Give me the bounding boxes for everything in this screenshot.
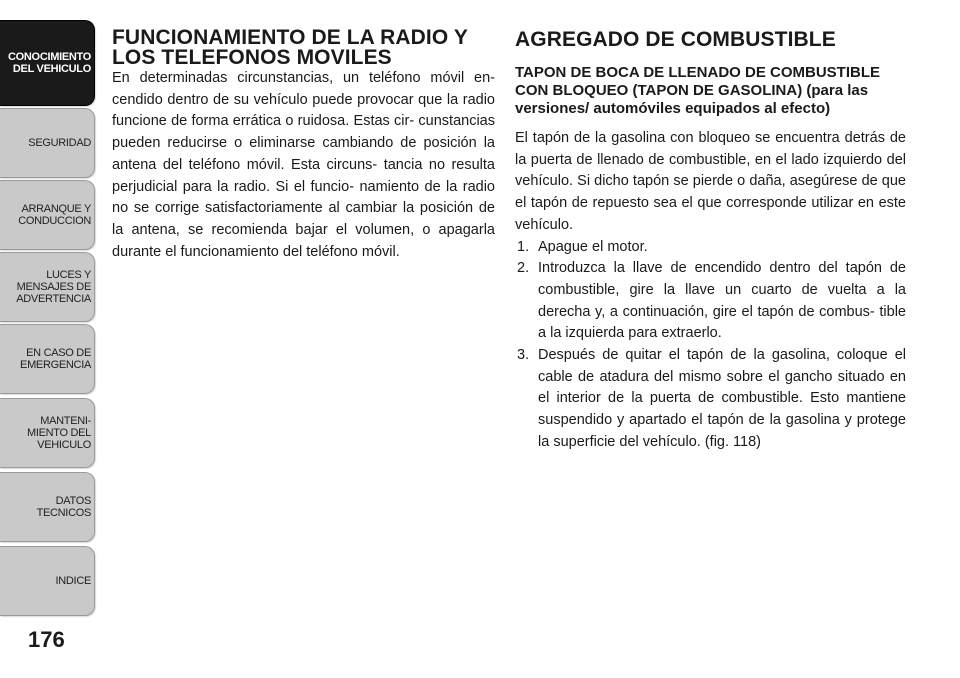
tab-luces-y-mensajes[interactable]	[0, 252, 95, 322]
tab-arranque-y-conduccion[interactable]	[0, 180, 95, 250]
tab-mantenimiento[interactable]	[0, 398, 95, 468]
step-number: 2.	[517, 260, 530, 277]
tab-label: DATOS TECNICOS	[36, 495, 91, 519]
heading-line-2: LOS TELEFONOS MOVILES	[112, 46, 392, 69]
chapter-tabs	[0, 0, 100, 678]
step-number: 3.	[517, 347, 530, 364]
step-text: Apague el motor.	[538, 238, 648, 255]
left-column	[112, 28, 495, 263]
tab-label: EN CASO DE EMERGENCIA	[20, 347, 91, 371]
tab-label: ARRANQUE Y CONDUCCION	[18, 203, 91, 227]
tab-conocimiento-del-vehiculo[interactable]	[0, 20, 95, 106]
section-heading-radio	[112, 28, 495, 68]
step-text: Introduzca la llave de encendido dentro del tapón de combustible, gire la llave un cuarto de vuelta a la derecha y, a continuación, gire el tapón de combus- tible a la izquierda para extraerlo.	[538, 260, 906, 342]
step-number: 1.	[517, 238, 530, 255]
heading-line-1: FUNCIONAMIENTO DE LA RADIO Y	[112, 26, 468, 49]
tab-datos-tecnicos[interactable]	[0, 472, 95, 542]
list-item	[515, 345, 906, 454]
fuel-steps-list	[515, 237, 906, 454]
tab-label: INDICE	[55, 575, 91, 587]
list-item	[515, 258, 906, 345]
fuel-cap-subheading: TAPON DE BOCA DE LLENADO DE COMBUSTIBLE CON BLOQUEO (TAPON DE GASOLINA) (para las versiones/ automóviles equipados al efecto)	[515, 64, 881, 117]
tab-indice[interactable]	[0, 546, 95, 616]
tab-en-caso-de-emergencia[interactable]	[0, 324, 95, 394]
list-item	[515, 237, 906, 259]
tab-seguridad[interactable]	[0, 108, 95, 178]
tab-label: CONOCIMIENTO DEL VEHICULO	[8, 51, 91, 75]
step-text: Después de quitar el tapón de la gasolina, coloque el cable de atadura del mismo sobre el gancho situado en el interior de la puerta de combustible. Esto mantiene suspendido y apartado el tapón de la gasolina y protege la superficie del vehículo. (fig. 118)	[538, 347, 906, 450]
fuel-cap-paragraph: El tapón de la gasolina con bloqueo se encuentra detrás de la puerta de llenado de combustible, en el lado izquierdo del vehículo. Si dicho tapón se pierde o daña, asegúrese de que el tapón de repuesto sea el que corresponde utilizar en este vehículo.	[515, 130, 906, 233]
tab-label: LUCES Y MENSAJES DE ADVERTENCIA	[16, 269, 91, 305]
section-heading-fuel: AGREGADO DE COMBUSTIBLE	[515, 28, 836, 51]
tab-label: MANTENI- MIENTO DEL VEHICULO	[26, 415, 91, 451]
tab-label: SEGURIDAD	[28, 137, 91, 149]
page-number: 176	[28, 627, 65, 652]
right-column	[515, 28, 906, 454]
radio-paragraph: En determinadas circunstancias, un teléfono móvil en- cendido dentro de su vehículo puede provocar que la radio funcione de forma errática o ruidosa. Estas cir- cunstancias pueden reducirse o eliminarse cambiando de posición la antena del teléfono móvil. Esta circuns- tancia no resulta perjudicial para la radio. Si el funcio- namiento de la radio no se corrige satisfactoriamente al cambiar la posición de la antena, se recomienda bajar el volumen, o apagarla durante el funcionamiento del teléfono móvil.	[112, 70, 495, 260]
